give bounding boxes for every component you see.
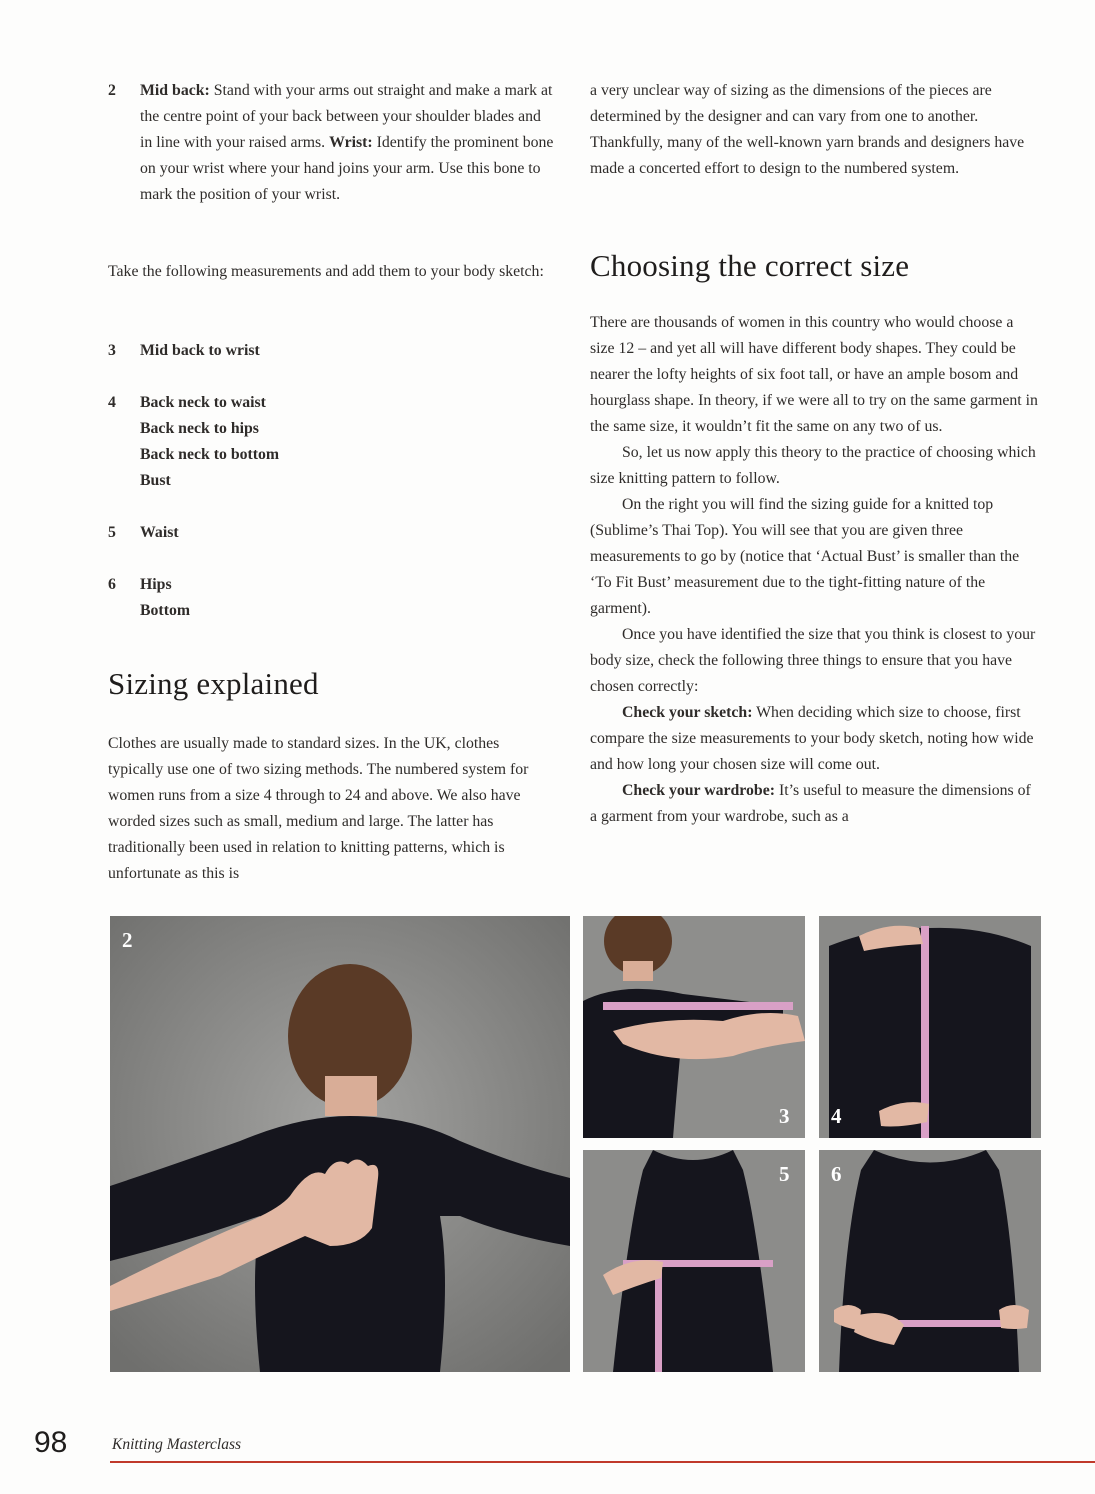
measurement-line: Waist (140, 524, 179, 541)
footer-rule (110, 1461, 1095, 1463)
photo-label: 2 (122, 928, 133, 952)
wrist-label: Wrist: (329, 134, 373, 151)
heading-choosing-size: Choosing the correct size (590, 248, 910, 283)
photo-waist-illustration (583, 1150, 805, 1372)
photo-back-neck (819, 916, 1041, 1138)
measurement-line: Mid back to wrist (140, 342, 260, 359)
photo-label: 6 (831, 1162, 842, 1186)
photo-back-neck-illustration (819, 916, 1041, 1138)
paragraph: There are thousands of women in this country who would choose a size 12 – and yet all will have different body shapes. They could be nearer the lofty heights of six foot tall, or have an ample bosom and hourglass shape. In theory, if we were all to try on the same garment in the same size, it wouldn’t fit the same on any two of us. (590, 314, 1038, 435)
book-title: Knitting Masterclass (112, 1436, 242, 1453)
paragraph-check-sketch (590, 700, 1040, 778)
page-number: 98 (34, 1426, 68, 1459)
sizing-explained-text: Clothes are usually made to standard sizes. In the UK, clothes typically use one of two sizing methods. The numbered system for women runs from a size 4 through to 24 and above. We also have worded sizes such as small, medium and large. The latter has traditionally been used in relation to knitting patterns, which is unfortunate as this is (108, 735, 529, 882)
item-number: 5 (108, 524, 116, 541)
item-number: 4 (108, 394, 116, 411)
measurement-line: Hips (140, 576, 172, 593)
photo-mid-back (110, 916, 570, 1372)
paragraph: Once you have identified the size that you think is closest to your body size, check the following three things to ensure that you have chosen correctly: (590, 626, 1036, 695)
photo-waist (583, 1150, 805, 1372)
heading-sizing-explained: Sizing explained (108, 666, 319, 701)
check-sketch-text: When deciding which size to choose, first compare the size measurements to your body sketch, noting how wide and how long your chosen size will come out. (590, 704, 1034, 773)
photo-mid-back-to-wrist-illustration (583, 916, 805, 1138)
item-number: 6 (108, 576, 116, 593)
photo-hips-illustration (819, 1150, 1041, 1372)
check-sketch-label: Check your sketch: (622, 704, 753, 721)
photo-mid-back-illustration (110, 916, 570, 1372)
item-number: 3 (108, 342, 116, 359)
measurement-line: Bust (140, 472, 171, 489)
wrist-text: Identify the prominent bone on your wrist where your hand joins your arm. Use this bone to mark the position of your wrist. (140, 134, 554, 203)
measurement-line: Bottom (140, 602, 191, 619)
photo-label: 5 (779, 1162, 790, 1186)
measurements-intro: Take the following measurements and add them to your body sketch: (108, 263, 544, 280)
measurement-line: Back neck to waist (140, 394, 266, 411)
mid-back-label: Mid back: (140, 82, 210, 99)
check-wardrobe-label: Check your wardrobe: (622, 782, 775, 799)
measurement-line: Back neck to bottom (140, 446, 280, 463)
measurement-line: Back neck to hips (140, 420, 259, 437)
item-2-body (140, 78, 555, 208)
paragraph: So, let us now apply this theory to the practice of choosing which size knitting pattern to follow. (590, 444, 1036, 487)
photo-hips (819, 1150, 1041, 1372)
check-wardrobe-text: It’s useful to measure the dimensions of a garment from your wardrobe, such as a (590, 782, 1031, 825)
choosing-size-body (590, 310, 1040, 830)
photo-label: 4 (831, 1104, 842, 1128)
photo-label: 3 (779, 1104, 790, 1128)
item-number: 2 (108, 82, 116, 99)
photo-mid-back-to-wrist (583, 916, 805, 1138)
continued-text: a very unclear way of sizing as the dimensions of the pieces are determined by the designer and can vary from one to another. Thankfully, many of the well-known yarn brands and designers have made a concerted effort to design to the numbered system. (590, 82, 1025, 177)
paragraph: On the right you will find the sizing guide for a knitted top (Sublime’s Thai Top). You will see that you are given three measurements to go by (notice that ‘Actual Bust’ is smaller than the ‘To Fit Bust’ measurement due to the tight-fitting nature of the garment). (590, 496, 1020, 617)
mid-back-text: Stand with your arms out straight and make a mark at the centre point of your back between your shoulder blades and in line with your raised arms. (140, 82, 553, 151)
paragraph-check-wardrobe (590, 778, 1040, 830)
